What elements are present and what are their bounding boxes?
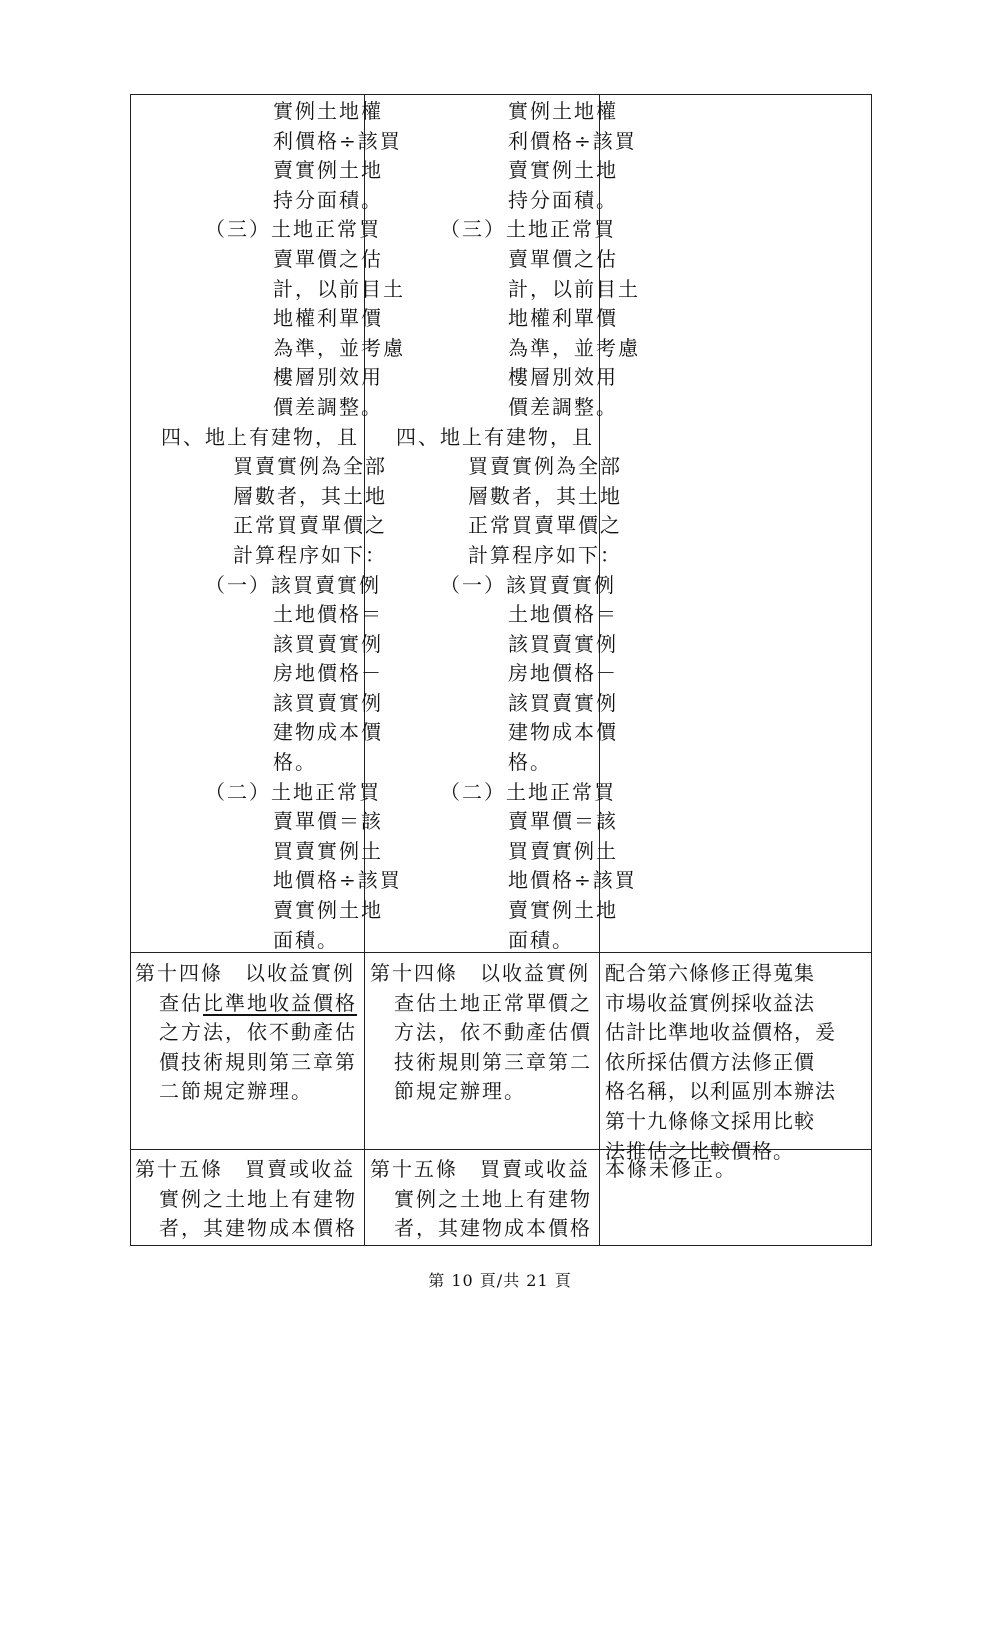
- text-line: 四、地上有建物，且: [161, 424, 359, 449]
- text-line: 計算程序如下：: [233, 542, 387, 567]
- text-line: 建物成本價: [273, 720, 383, 745]
- text-line: 為準，並考慮: [508, 335, 640, 360]
- text-line: 該買賣實例: [508, 690, 618, 715]
- text-line: 該買賣實例: [273, 690, 383, 715]
- text-line: 賣實例土地: [273, 898, 383, 923]
- text-line: 實例之土地上有建物: [394, 1186, 592, 1211]
- row3-current-cell: [135, 1155, 363, 1244]
- text-line: 計，以前目土: [508, 276, 640, 301]
- text-line: （一）該買賣實例: [440, 572, 616, 597]
- text-line: 格。: [508, 750, 552, 775]
- text-line: 計，以前目土: [273, 276, 405, 301]
- text-line: （三）土地正常買: [440, 217, 616, 242]
- text-line: 實例之土地上有建物: [159, 1186, 357, 1211]
- text-line: （二）土地正常買: [205, 779, 381, 804]
- text-line: 賣單價之估: [273, 246, 383, 271]
- text-line: 房地價格－: [508, 661, 618, 686]
- text-line: 持分面積。: [508, 187, 618, 212]
- text-line: 節規定辦理。: [394, 1079, 526, 1104]
- text-line: 正常買賣單價之: [233, 513, 387, 538]
- text-line: 方法，依不動產估價: [394, 1020, 592, 1045]
- text-line: 地價格÷該買: [508, 868, 637, 893]
- text-line: 二節規定辦理。: [159, 1079, 313, 1104]
- text-line: 技術規則第三章第二: [394, 1049, 592, 1074]
- text-line: 賣實例土地: [508, 898, 618, 923]
- text-line: 價差調整。: [508, 394, 618, 419]
- text-line: 實例土地權: [508, 99, 618, 123]
- text-line: 第十五條 買賣或收益: [370, 1157, 590, 1181]
- text-line: 利價格÷該買: [508, 128, 637, 153]
- row3-original-cell: [370, 1155, 598, 1244]
- underlined-amendment: 比準地收益價格: [203, 990, 357, 1015]
- text-line: 配合第六條修正得蒐集: [605, 961, 815, 985]
- text-line: 該買賣實例: [273, 631, 383, 656]
- row2-note-cell: [605, 959, 871, 1166]
- text-line: 第十五條 買賣或收益: [135, 1157, 355, 1181]
- text-line: 之方法，依不動產估: [159, 1020, 357, 1045]
- row1-original-cell: [396, 97, 640, 955]
- text-line: 賣單價＝該: [508, 809, 618, 834]
- text-line: 者，其建物成本價格: [159, 1216, 357, 1241]
- text-line: 第十四條 以收益實例: [135, 961, 355, 985]
- row2-current-cell: [135, 959, 363, 1107]
- text-line: 層數者，其土地: [233, 483, 387, 508]
- text-line: 地價格÷該買: [273, 868, 402, 893]
- text-line: 實例土地權: [273, 99, 383, 123]
- text-line: 該買賣實例: [508, 631, 618, 656]
- text-line: 為準，並考慮: [273, 335, 405, 360]
- text-line: 面積。: [273, 927, 339, 952]
- text-line: 樓層別效用: [508, 365, 618, 390]
- text-line: 賣實例土地: [508, 158, 618, 183]
- text-line: 地權利單價: [273, 306, 383, 331]
- text-line: 持分面積。: [273, 187, 383, 212]
- text-line: 買賣實例為全部: [233, 454, 387, 479]
- text-line: 查估土地正常單價之: [394, 990, 592, 1015]
- text-line: 層數者，其土地: [468, 483, 622, 508]
- text-line: （三）土地正常買: [205, 217, 381, 242]
- text-line: 土地價格＝: [273, 602, 383, 627]
- text-line: （二）土地正常買: [440, 779, 616, 804]
- amendment-comparison-table: [130, 94, 872, 1246]
- text-line: 買賣實例為全部: [468, 454, 622, 479]
- text-line: 第十九條條文採用比較: [605, 1108, 815, 1133]
- row2-original-cell: [370, 959, 598, 1107]
- text-line: 買賣實例土: [273, 838, 383, 863]
- text-line: 正常買賣單價之: [468, 513, 622, 538]
- row1-current-cell: [161, 97, 405, 955]
- text-line: 本條未修正。: [605, 1157, 737, 1181]
- text-line: 依所採估價方法修正價: [605, 1049, 815, 1074]
- text-line: 面積。: [508, 927, 574, 952]
- text-line: 第十四條 以收益實例: [370, 961, 590, 985]
- text-line: 估計比準地收益價格，爰: [605, 1020, 836, 1045]
- text-line: 四、地上有建物，且: [396, 424, 594, 449]
- text-line: 格。: [273, 750, 317, 775]
- text-line: 價差調整。: [273, 394, 383, 419]
- text-line: 利價格÷該買: [273, 128, 402, 153]
- text-line: 賣單價之估: [508, 246, 618, 271]
- text-line: [135, 989, 363, 1019]
- text-line: 建物成本價: [508, 720, 618, 745]
- page-number: 第 10 頁/共 21 頁: [428, 1271, 572, 1290]
- text-line: 地權利單價: [508, 306, 618, 331]
- text-line: 賣單價＝該: [273, 809, 383, 834]
- text-line: 計算程序如下：: [468, 542, 622, 567]
- text-line: 格名稱，以利區別本辦法: [605, 1079, 836, 1104]
- text-line: 賣實例土地: [273, 158, 383, 183]
- text-line: 法推估之比較價格。: [605, 1138, 794, 1163]
- text-line: 買賣實例土: [508, 838, 618, 863]
- text-line: 樓層別效用: [273, 365, 383, 390]
- text-line: 者，其建物成本價格: [394, 1216, 592, 1241]
- text-line: 房地價格－: [273, 661, 383, 686]
- row3-note-cell: [605, 1155, 871, 1185]
- text-span: 查估: [159, 990, 203, 1015]
- text-line: （一）該買賣實例: [205, 572, 381, 597]
- text-line: 土地價格＝: [508, 602, 618, 627]
- text-line: 價技術規則第三章第: [159, 1049, 357, 1074]
- text-line: 市場收益實例採收益法: [605, 990, 815, 1015]
